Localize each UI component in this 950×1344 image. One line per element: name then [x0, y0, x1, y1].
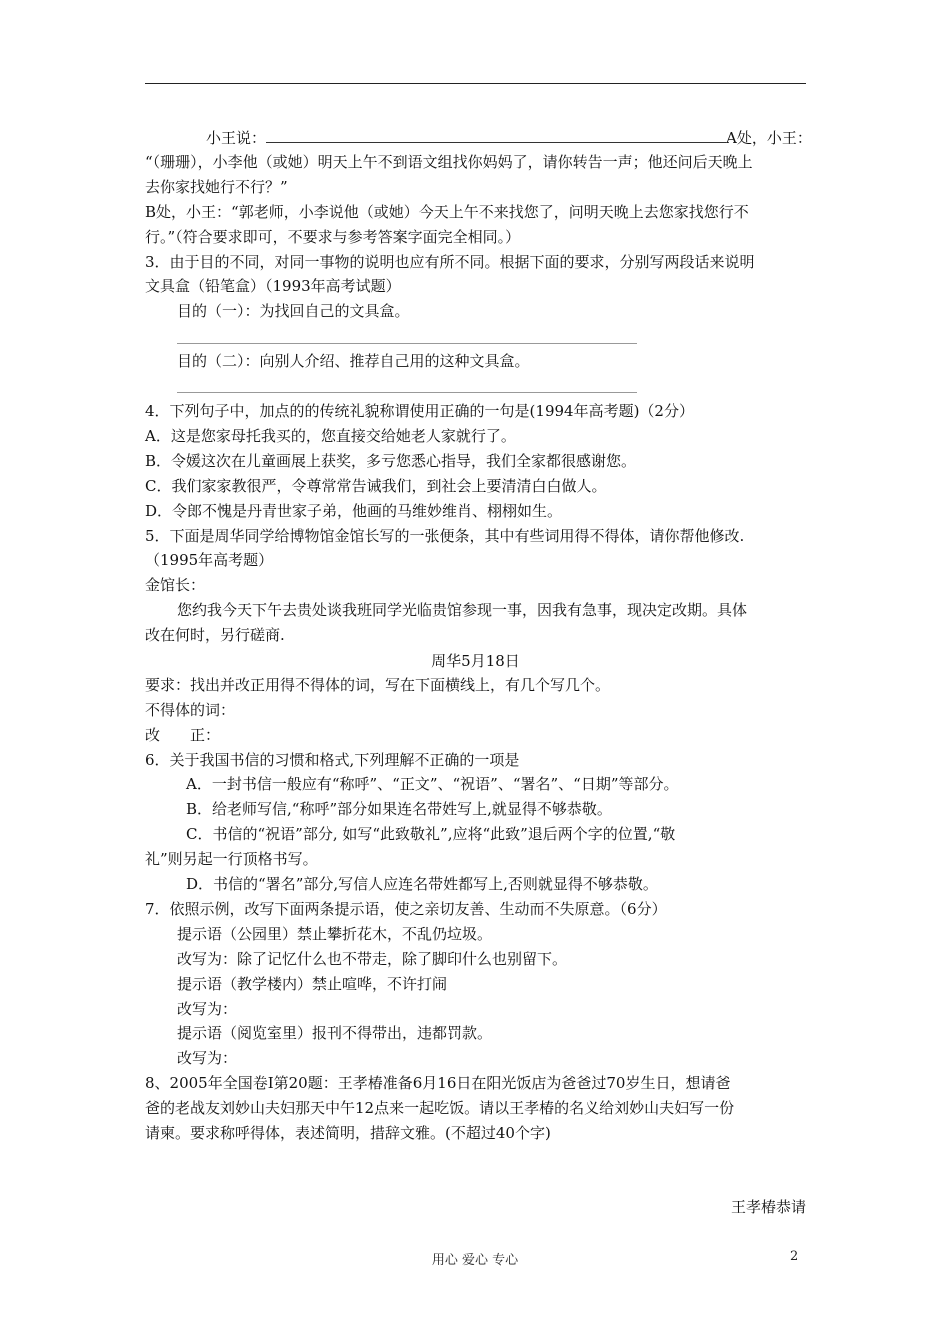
q6-stem: 6．关于我国书信的习惯和格式,下列理解不正确的一项是: [145, 751, 520, 769]
q6-option-c-cont: 礼”则另起一行顶格书写。: [145, 850, 318, 868]
q5-note-body-cont: 改在何时，另行磋商.: [145, 626, 285, 644]
q5-stem: 5．下面是周华同学给博物馆金馆长写的一张便条，其中有些词用得不得体，请你帮他修改.: [145, 527, 745, 545]
q7-rewrite-2: 改写为：: [177, 1049, 238, 1067]
q7-prompt-1: 提示语（教学楼内）禁止喧哗，不许打闹: [177, 975, 448, 993]
q7-rewrite-1: 改写为：: [177, 1000, 238, 1018]
q6-option-a: A．一封书信一般应有“称呼”、“正文”、“祝语”、“署名”、“日期”等部分。: [186, 775, 679, 793]
q4-stem: 4．下列句子中，加点的的传统礼貌称谓使用正确的一句是(1994年高考题)（2分）: [145, 402, 694, 420]
q2-answer-line: 去你家找她行不行？”: [145, 178, 288, 196]
q6-option-b: B．给老师写信,“称呼”部分如果连名带姓写上,就显得不够恭敬。: [186, 800, 612, 818]
q2-answer-line: “（珊珊），小李他（或她）明天上午不到语文组找你妈妈了，请你转告一声；他还问后天晚上: [145, 153, 753, 171]
q6-option-d: D．书信的“署名”部分,写信人应连名带姓都写上,否则就显得不够恭敬。: [186, 875, 658, 893]
q7-prompt-2: 提示语（阅览室里）报刊不得带出，违都罚款。: [177, 1024, 493, 1042]
q8-stem-cont: 爸的老战友刘妙山夫妇那天中午12点来一起吃饭。请以王孝椿的名义给刘妙山夫妇写一份: [145, 1099, 735, 1117]
q3-purpose-1: 目的（一）：为找回自己的文具盒。: [177, 302, 410, 320]
q6-option-c: C．书信的“祝语”部分, 如写“此致敬礼”,应将“此致”退后两个字的位置,“敬: [186, 825, 676, 843]
q5-note-signature: 周华5月18日: [431, 652, 520, 670]
q2-answer-blank: [266, 128, 726, 143]
q7-example: 提示语（公园里）禁止攀折花木，不乱仍垃圾。: [177, 925, 493, 943]
q4-option-b: B．令媛这次在儿童画展上获奖，多亏您悉心指导，我们全家都很感谢您。: [145, 452, 637, 470]
q5-note-salutation: 金馆长：: [145, 576, 206, 594]
q8-signoff: 王孝椿恭请: [730, 1198, 806, 1216]
q4-option-a: A．这是您家母托我买的，您直接交给她老人家就行了。: [145, 427, 516, 445]
q7-example-rewrite: 改写为：除了记忆什么也不带走，除了脚印什么也别留下。: [177, 950, 568, 968]
q2-answer-line: 行。”（符合要求即可，不要求与参考答案字面完全相同。）: [145, 228, 521, 246]
q3-purpose-2: 目的（二）：向别人介绍、推荐自己用的这种文具盒。: [177, 352, 530, 370]
footer-text: 用心 爱心 专心: [431, 1253, 519, 1268]
q5-requirement: 要求：找出并改正用得不得体的词，写在下面横线上，有几个写几个。: [145, 676, 611, 694]
q3-stem-cont: 文具盒（铅笔盒）（1993年高考试题）: [145, 277, 401, 295]
q5-wrong-words-label: 不得体的词：: [145, 701, 236, 719]
q3-stem: 3．由于目的不同，对同一事物的说明也应有所不同。根据下面的要求，分别写两段话来说明: [145, 253, 755, 271]
q2-answer-line: B处，小王：“郭老师，小李说他（或她）今天上午不来找您了，问明天晚上去您家找您行不: [145, 203, 749, 221]
q4-option-d: D．令郎不愧是丹青世家子弟，他画的马维妙维肖、栩栩如生。: [145, 502, 563, 520]
q2-answer-lead-tail: A处，小王：: [726, 129, 812, 147]
header-rule: [145, 83, 806, 84]
q5-stem-cont: （1995年高考题）: [145, 551, 274, 569]
q5-correction-label: 改 正：: [145, 726, 221, 744]
q4-option-c: C．我们家家教很严，令尊常常告诫我们，到社会上要清清白白做人。: [145, 477, 607, 495]
page-number: 2: [790, 1249, 799, 1264]
q3-answer-line-2: [177, 392, 637, 393]
q8-stem-cont: 请柬。要求称呼得体，表述简明，措辞文雅。(不超过40个字): [145, 1124, 551, 1142]
q2-answer-lead-line: [206, 128, 871, 148]
q7-stem: 7．依照示例，改写下面两条提示语，使之亲切友善、生动而不失原意。（6分）: [145, 900, 667, 918]
q8-stem: 8、2005年全国卷Ⅰ第20题：王孝椿准备6月16日在阳光饭店为爸爸过70岁生日，想请爸: [145, 1074, 731, 1092]
q5-note-body: 您约我今天下午去贵处谈我班同学光临贵馆参现一事，因我有急事，现决定改期。具体: [177, 601, 748, 619]
q2-answer-lead: 小王说：: [206, 129, 267, 147]
q3-answer-line-1: [177, 343, 637, 344]
